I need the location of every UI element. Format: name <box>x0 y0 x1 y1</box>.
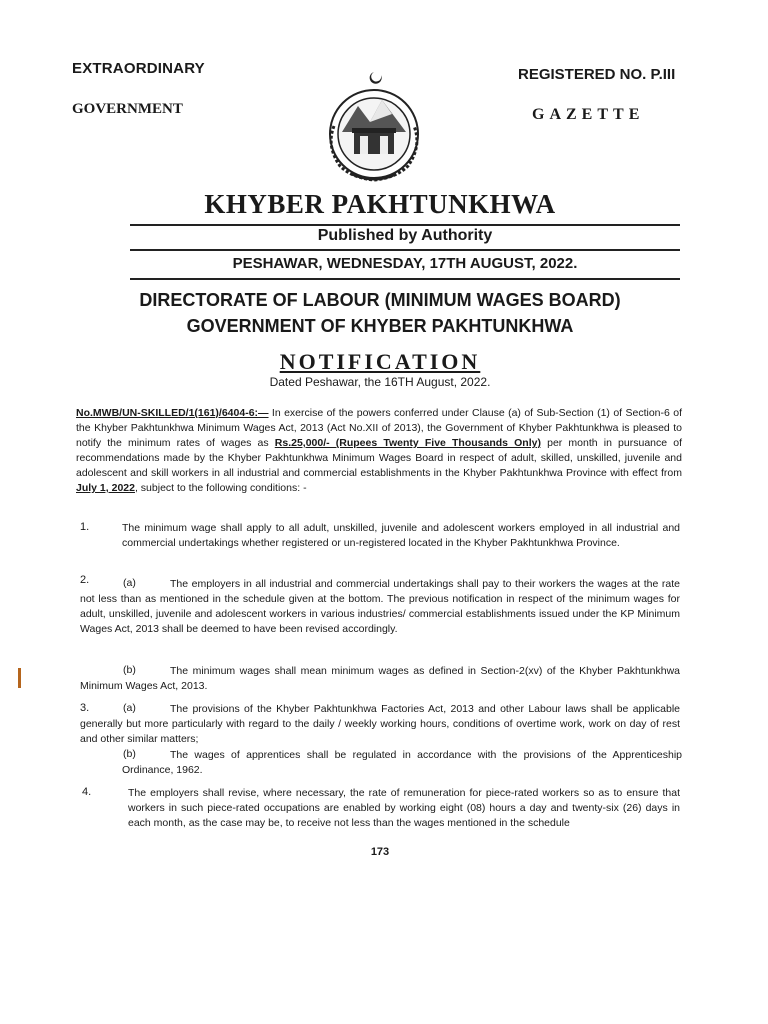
title-rule-middle <box>130 249 680 251</box>
gazette-title: KHYBER PAKHTUNKHWA <box>204 189 556 219</box>
condition-1-number: 1. <box>80 521 90 533</box>
published-by-authority: Published by Authority <box>317 227 493 244</box>
condition-4-number: 4. <box>82 786 92 798</box>
condition-3-number: 3. <box>80 702 90 714</box>
condition-2a-label: (a) <box>123 577 136 589</box>
government-label: GOVERNMENT <box>72 101 183 117</box>
effective-date: July 1, 2022 <box>76 482 135 494</box>
gazette-label: GAZETTE <box>532 106 645 123</box>
registration-number: REGISTERED NO. P.III <box>518 66 676 83</box>
extraordinary-label: EXTRAORDINARY <box>72 60 205 77</box>
title-rule-top <box>130 224 680 226</box>
wage-amount: Rs.25,000/- (Rupees Twenty Five Thousands Only) <box>274 437 541 449</box>
page-number: 173 <box>370 846 390 858</box>
directorate-heading: DIRECTORATE OF LABOUR (MINIMUM WAGES BOARD) <box>139 290 621 310</box>
condition-2-number: 2. <box>80 574 90 586</box>
issue-dateline: PESHAWAR, WEDNESDAY, 17TH AUGUST, 2022. <box>232 255 578 272</box>
notification-date: Dated Peshawar, the 16TH August, 2022. <box>269 375 491 389</box>
margin-mark <box>18 668 21 688</box>
notification-reference: No.MWB/UN-SKILLED/1(161)/6404-6:— <box>76 407 269 419</box>
condition-1-text: The minimum wage shall apply to all adult, unskilled, juvenile and adolescent workers employed in all industrial and commercial undertakings whether registered or un-registered located in the Khyber Pakhtunkhwa Province. <box>122 522 680 549</box>
notification-heading: NOTIFICATION <box>279 349 481 374</box>
intro-text-3: , subject to the following conditions: - <box>134 482 307 494</box>
intro-text-2: per month in pursuance of recommendations made by the Khyber Pakhtunkhwa Minimum Wages Board in respect of adult, skilled, unskilled, juvenile and adolescent and skill workers in all industrial and commercial establishments in the Khyber Pakhtunkhwa Province with effect from <box>76 437 682 479</box>
title-rule-bottom <box>130 278 680 280</box>
intro-paragraph <box>76 406 682 496</box>
condition-4-text: The employers shall revise, where necessary, the rate of remuneration for piece-rated workers so as to ensure that workers in such piece-rated occupations are enabled by working eight (08) hours a day and twenty-six (26) days in each month, as the case may be, to receive not less than the wages mentioned in the schedule <box>128 787 680 829</box>
intro-text-1: In exercise of the powers conferred under Clause (a) of Sub-Section (1) of Section-6 of the Khyber Pakhtunkhwa Minimum Wages Act, 2013 (Act No.XII of 2013), the Government of Khyber Pakhtunkhwa is pleased to notify the minimum rates of wages as <box>76 407 682 449</box>
government-heading: GOVERNMENT OF KHYBER PAKHTUNKHWA <box>186 316 574 336</box>
condition-3b-text: The wages of apprentices shall be regulated in accordance with the provisions of the Apprenticeship Ordinance, 1962. <box>122 749 682 776</box>
condition-2a-text: The employers in all industrial and commercial undertakings shall pay to their workers the wages at the rate not less than as mentioned in the schedule given at the bottom. The previous notification in respect of the minimum wages for adult, unskilled, juvenile and adolescent workers in various industries/ commercial establishments issued under the KP Minimum Wages Act, 2013 shall be deemed to have been revised accordingly. <box>80 578 680 635</box>
condition-3b-label: (b) <box>123 748 136 760</box>
condition-3a-text: The provisions of the Khyber Pakhtunkhwa Factories Act, 2013 and other Labour laws shall be applicable generally but more particularly with regard to the daily / weekly working hours, conditions of overtime work, work on day of rest and other similar matters; <box>80 703 680 745</box>
condition-3a-label: (a) <box>123 702 136 714</box>
kp-emblem-icon <box>312 66 436 190</box>
condition-2b-text: The minimum wages shall mean minimum wages as defined in Section-2(xv) of the Khyber Pakhtunkhwa Minimum Wages Act, 2013. <box>80 665 680 692</box>
condition-2b-label: (b) <box>123 664 136 676</box>
